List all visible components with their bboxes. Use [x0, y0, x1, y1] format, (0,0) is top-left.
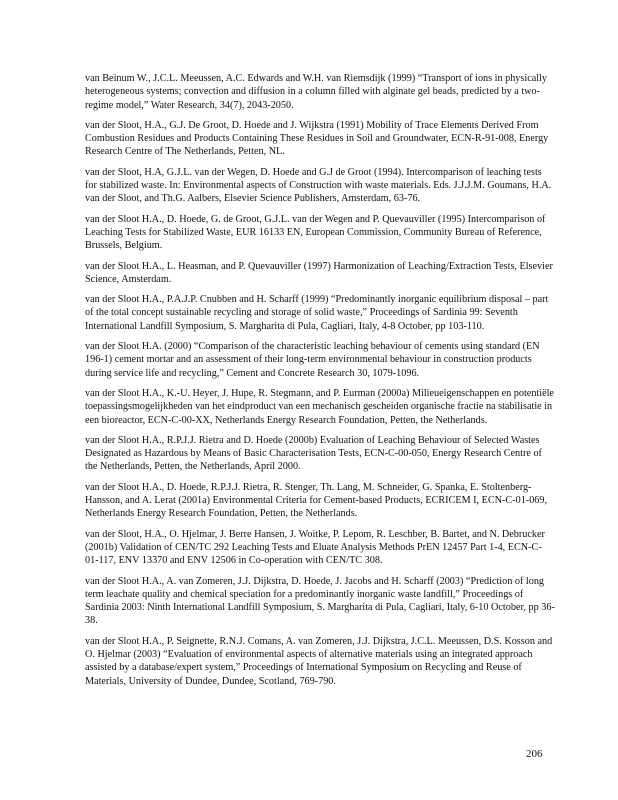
reference-entry: van der Sloot, H.A., G.J. De Groot, D. Hoede and J. Wijkstra (1991) Mobility of Trace Elements Derived From Combustion Residues and Products Containing These Residues in Soil and Groundwater, ECN-R-91-008, Energy Research Centre of The Netherlands, Petten, NL.	[85, 119, 549, 158]
reference-entry: van der Sloot H.A., D. Hoede, G. de Groot, G.J.L. van der Wegen and P. Quevauviller (1995) Intercomparison of Leaching Tests for Stabilized Waste, EUR 16133 EN, European Commission, Community Bureau of Reference, Brussels, Belgium.	[85, 213, 546, 252]
reference-entry: van der Sloot H.A., L. Heasman, and P. Quevauviller (1997) Harmonization of Leaching/Extraction Tests, Elsevier Science, Amsterdam.	[85, 260, 553, 285]
reference-entry: van der Sloot, H.A, G.J.L. van der Wegen, D. Hoede and G.J de Groot (1994). Intercomparison of leaching tests for stabilized waste. In: Environmental aspects of Construction with waste materials. Eds. J.J.J.M. Goumans, H.A. van der Sloot, and Th.G. Aalbers, Elsevier Science Publishers, Amsterdam, 63-76.	[85, 166, 552, 205]
reference-entry: van der Sloot H.A., P.A.J.P. Cnubben and H. Scharff (1999) “Predominantly inorganic equilibrium disposal – part of the total concept sustainable recycling and storage of solid waste,” Proceedings of Sardinia 99: Seventh International Landfill Symposium, S. Margharita di Pula, Cagliari, Italy, 4-8 October, pp 103-110.	[85, 294, 549, 332]
reference-list	[85, 72, 555, 695]
reference-entry: van der Sloot H.A., K.-U. Heyer, J. Hupe, R. Stegmann, and P. Eurman (2000a) Milieueigenschappen en potentiële toepassingsmogelijkheden van het eindproduct van een mechanisch gescheiden organische fractie na stabilisatie in een bioreactor, ECN-C-00-XX, Netherlands Energy Research Foundation, Petten, the Netherlands.	[85, 387, 554, 426]
reference-entry: van der Sloot, H.A., O. Hjelmar, J. Berre Hansen, J. Woitke, P. Lepom, R. Leschber, B. Bartet, and N. Debrucker (2001b) Validation of CEN/TC 292 Leaching Tests and Eluate Analysis Methods PrEN 12457 Part 1-4, ECN-C-01-117, ENV 13370 and ENV 12506 in Co-operation with CEN/TC 308.	[85, 528, 545, 567]
reference-entry: van der Sloot H.A., P. Seignette, R.N.J. Comans, A. van Zomeren, J.J. Dijkstra, J.C.L. Meeussen, D.S. Kosson and O. Hjelmar (2003) “Evaluation of environmental aspects of alternative materials using an integrated approach assisted by a database/expert system,” Proceedings of International Symposium on Recycling and Reuse of Materials, University of Dundee, Dundee, Scotland, 769-790.	[85, 635, 553, 687]
reference-entry: van der Sloot H.A., R.P.J.J. Rietra and D. Hoede (2000b) Evaluation of Leaching Behaviour of Selected Wastes Designated as Hazardous by Means of Basic Characterisation Tests, ECN-C-00-050, Energy Research Centre of the Netherlands, Petten, the Netherlands, April 2000.	[85, 434, 542, 473]
reference-entry: van der Sloot H.A. (2000) “Comparison of the characteristic leaching behaviour of cements using standard (EN 196-1) cement mortar and an assessment of their long-term environmental behaviour in construction products during service life and recycling,” Cement and Concrete Research 30, 1079-1096.	[85, 341, 540, 379]
reference-entry: van der Sloot H.A., D. Hoede, R.P.J.J. Rietra, R. Stenger, Th. Lang, M. Schneider, G. Spanka, E. Stoltenberg-Hansson, and A. Lerat (2001a) Environmental Criteria for Cement-based Products, ECRICEM I, ECN-C-01-069, Netherlands Energy Research Foundation, Petten, the Netherlands.	[85, 481, 548, 520]
reference-entry: van der Sloot H.A., A. van Zomeren, J.J. Dijkstra, D. Hoede, J. Jacobs and H. Scharff (2003) “Prediction of long term leachate quality and chemical speciation for a predominantly inorganic waste landfill,” Proceedings of Sardinia 2003: Ninth International Landfill Symposium, S. Margharita di Pula, Cagliari, Italy, 6-10 October, pp 36-38.	[85, 575, 555, 627]
page-number: 206	[526, 748, 543, 760]
reference-entry: van Beinum W., J.C.L. Meeussen, A.C. Edwards and W.H. van Riemsdijk (1999) “Transport of ions in physically heterogeneous systems; convection and diffusion in a column filled with alginate gel beads, predicted by a two-regime model,” Water Research, 34(7), 2043-2050.	[85, 73, 547, 111]
